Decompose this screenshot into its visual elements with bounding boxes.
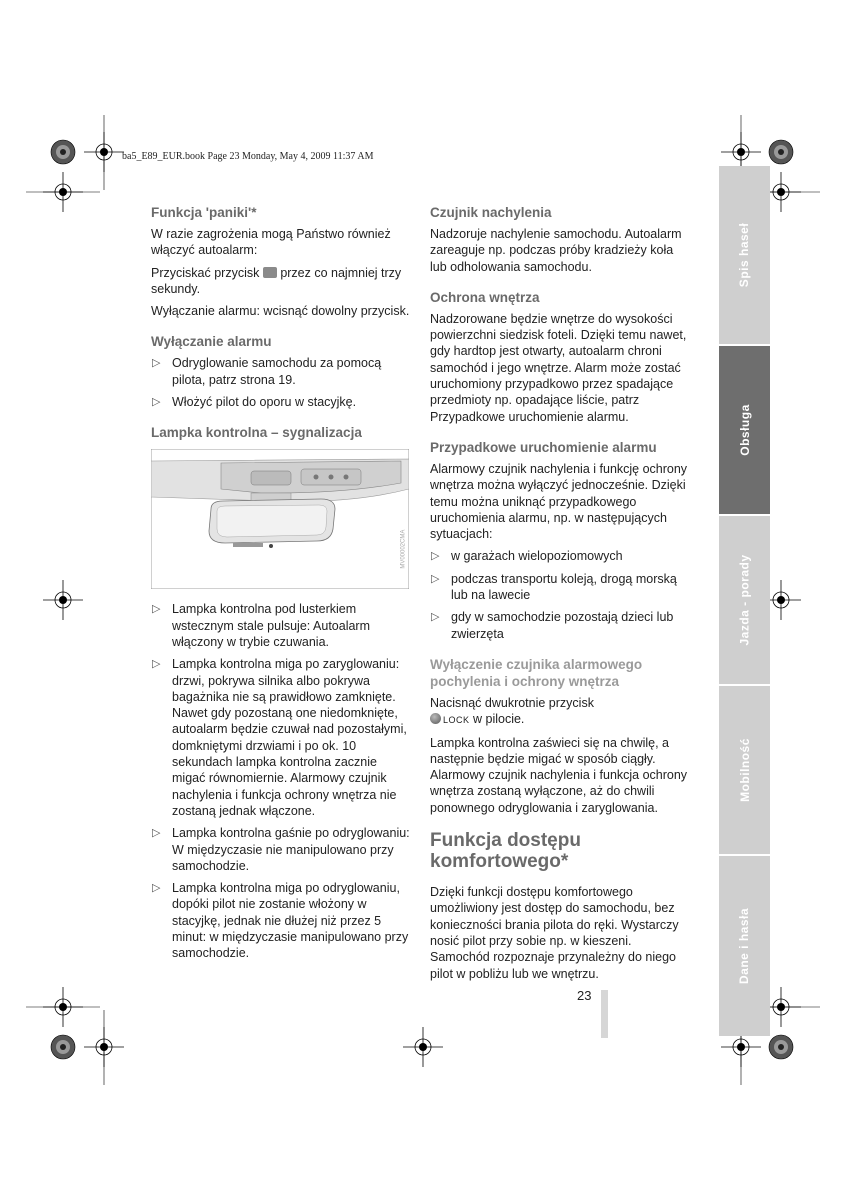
bullet-icon: ▷ xyxy=(152,827,161,840)
tab-label: Mobilność xyxy=(737,738,752,802)
section-title: Wyłączenie czujnika alarmowego pochylenia i ochrony wnętrza xyxy=(430,656,643,689)
section-indicator-lamp xyxy=(151,424,413,961)
paragraph: W razie zagrożenia mogą Państwo również włączyć autoalarm: xyxy=(151,227,391,258)
mirror-illustration xyxy=(151,449,409,589)
panic-button-icon xyxy=(263,267,277,278)
registration-cross-icon xyxy=(43,580,83,620)
bullet-list xyxy=(151,601,413,961)
section-title: Wyłączanie alarmu xyxy=(151,334,272,350)
right-column xyxy=(430,204,692,988)
figure-code: MV00002CMA xyxy=(400,530,407,570)
chapter-title: Funkcja dostępu komfortowego* xyxy=(430,830,581,873)
list-item-text: Odryglowanie samochodu za pomocą pilota, patrz strona 19. xyxy=(172,356,382,387)
registration-cross-icon xyxy=(403,1027,443,1067)
tab-label: Spis haseł xyxy=(737,222,752,288)
tab-data-index[interactable] xyxy=(719,856,770,1036)
bullet-icon: ▷ xyxy=(431,572,440,585)
print-header: ba5_E89_EUR.book Page 23 Monday, May 4, 2009 11:37 AM xyxy=(122,151,374,162)
paragraph: Wyłączanie alarmu: wcisnąć dowolny przycisk. xyxy=(151,304,410,319)
text: przez co najmniej trzy sekundy. xyxy=(151,265,402,296)
list-item-text: Lampka kontrolna gaśnie po odryglowaniu: W międzyczasie nie manipulowano przy samochodzie. xyxy=(172,826,410,873)
section-accidental-alarm xyxy=(430,439,692,642)
paragraph xyxy=(430,695,692,729)
registration-star-icon xyxy=(51,140,75,164)
list-item-text: Lampka kontrolna miga po zaryglowaniu: drzwi, pokrywa silnika albo pokrywa bagażnika nie są prawidłowo zamknięte. Nawet gdy pozostaną one niedomknięte, autoalarm będzie czuwał nad pozostałymi, domkniętymi drzwiami i po ok. 10 sekundach lampka kontrolna zacznie migać równomiernie. Alarmowy czujnik nachylenia i funkcja ochrony wnętrza nie zostaną jednak włączone. xyxy=(172,657,407,818)
tab-operation[interactable] xyxy=(719,346,770,514)
list-item-text: Lampka kontrolna miga po odryglowaniu, dopóki pilot nie zostanie włożony w stacyjkę, jednak nie dłużej niż przez 5 minut: w międzyczasie manipulowano przy samochodzie. xyxy=(172,881,409,961)
tab-label: Jazda - porady xyxy=(737,554,752,646)
section-title: Ochrona wnętrza xyxy=(430,289,540,305)
list-item-text: w garażach wielopoziomowych xyxy=(451,549,623,564)
list-item-text: Włożyć pilot do oporu w stacyjkę. xyxy=(172,395,357,410)
list-item xyxy=(151,394,413,410)
paragraph: Alarmowy czujnik nachylenia i funkcję ochrony wnętrza można wyłączyć jednocześnie. Dzięki temu można uniknąć przypadkowego uruchomienia alarmu, np. w następujących sytuacjach: xyxy=(430,461,688,542)
bullet-icon: ▷ xyxy=(152,658,161,671)
bullet-icon: ▷ xyxy=(152,357,161,370)
page-marker-bar xyxy=(601,990,608,1038)
rearview-mirror-figure xyxy=(151,449,409,589)
bullet-icon: ▷ xyxy=(431,611,440,624)
bullet-list xyxy=(430,548,692,641)
list-item xyxy=(151,656,413,819)
bullet-icon: ▷ xyxy=(152,882,161,895)
paragraph: Dzięki funkcji dostępu komfortowego umożliwiony jest dostęp do samochodu, bez konieczności brania pilota do ręki. Wystarczy nosić pilot przy sobie np. w kieszeni. Samochód rozpoznaje przynależny do niego pilot w pobliżu lub we wnętrzu. xyxy=(430,885,679,981)
paragraph: Nadzoruje nachylenie samochodu. Autoalarm zareaguje np. podczas próby kradzieży koła lub odholowania samochodu. xyxy=(430,227,682,274)
tab-label: Dane i hasła xyxy=(737,907,752,985)
list-item xyxy=(151,880,413,961)
section-panic xyxy=(151,204,413,319)
section-disable-alarm xyxy=(151,333,413,410)
bullet-icon: ▷ xyxy=(431,550,440,563)
section-title: Przypadkowe uruchomienie alarmu xyxy=(430,439,657,455)
registration-star-icon xyxy=(51,1035,75,1059)
paragraph: Nadzorowane będzie wnętrze do wysokości powierzchni siedzisk foteli. Dzięki temu nawet, gdy hardtop jest otwarty, autoalarm chroni samochód i jego wnętrze. Alarm może zostać uruchomiony przypadkowo przez spadające przedmioty np. opadające liście, patrz Przypadkowe uruchomienie alarmu. xyxy=(430,311,687,424)
text: Przyciskać przycisk xyxy=(151,265,260,280)
lock-label: LOCK xyxy=(443,715,470,726)
paragraph xyxy=(151,265,413,298)
section-title: Czujnik nachylenia xyxy=(430,205,552,220)
registration-star-icon xyxy=(769,1035,793,1059)
list-item-text: gdy w samochodzie pozostają dzieci lub zwierzęta xyxy=(451,610,674,641)
lock-button-icon xyxy=(430,713,441,724)
left-column xyxy=(151,204,413,976)
tab-mobility[interactable] xyxy=(719,686,770,854)
bullet-icon: ▷ xyxy=(152,396,161,409)
text: Nacisnąć dwukrotnie przycisk xyxy=(430,695,594,710)
list-item xyxy=(151,601,413,650)
list-item xyxy=(430,548,692,564)
list-item xyxy=(151,825,413,874)
tab-driving-tips[interactable] xyxy=(719,516,770,684)
tab-index[interactable] xyxy=(719,166,770,344)
text: w pilocie. xyxy=(473,712,525,727)
list-item xyxy=(151,355,413,388)
list-item xyxy=(430,571,692,604)
section-title: Lampka kontrolna – sygnalizacja xyxy=(151,425,362,441)
paragraph: Lampka kontrolna zaświeci się na chwilę, a następnie będzie migać w sposób ciągły. Alarmowy czujnik nachylenia i funkcja ochrony wnętrza zostaną wyłączone, aż do chwili ponownego odryglowania i zaryglowania. xyxy=(430,735,688,815)
section-tilt-sensor xyxy=(430,204,692,275)
section-title: Funkcja 'paniki'* xyxy=(151,205,257,220)
page-number: 23 xyxy=(577,988,592,1003)
list-item-text: Lampka kontrolna pod lusterkiem wstecznym stale pulsuje: Autoalarm włączony w trybie czuwania. xyxy=(172,602,371,649)
list-item xyxy=(430,609,692,642)
section-interior-protection xyxy=(430,289,692,425)
bullet-icon: ▷ xyxy=(152,603,161,616)
registration-star-icon xyxy=(769,140,793,164)
section-switch-off-sensors xyxy=(430,656,692,816)
list-item-text: podczas transportu koleją, drogą morską lub na lawecie xyxy=(451,571,677,603)
bullet-list xyxy=(151,355,413,410)
tab-label: Obsługa xyxy=(737,404,752,456)
